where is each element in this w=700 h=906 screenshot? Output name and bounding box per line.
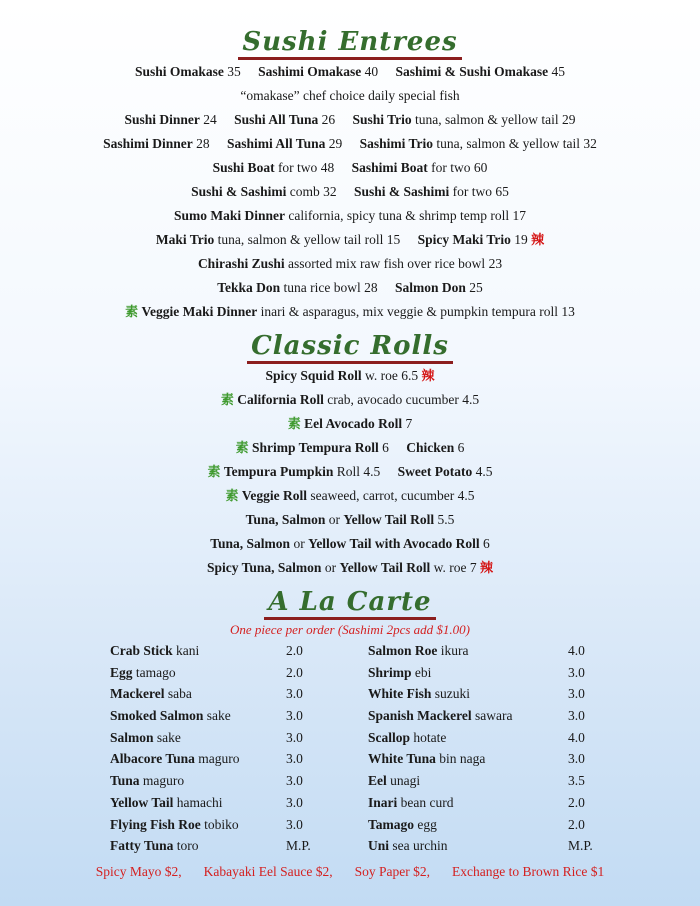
list-item: Spanish Mackerel sawara 3.0 (368, 708, 585, 724)
extras-footer (0, 860, 700, 884)
item-name: Sushi Dinner (124, 112, 200, 127)
item-price: 35 (227, 64, 241, 79)
item-desc: california, spicy tuna & shrimp temp roll (288, 208, 510, 223)
a-la-carte-left-column (110, 640, 410, 857)
item-desc: tuna, salmon & yellow tail (436, 136, 580, 151)
item-name: Sweet Potato (397, 464, 473, 479)
item-price: 4.5 (363, 464, 381, 479)
item-name: Sushi Boat (212, 160, 275, 175)
item-price: 4.5 (457, 488, 475, 503)
item-price: 4.5 (475, 464, 493, 479)
item-price: 13 (561, 304, 575, 319)
item-name: Tuna, Salmon (245, 512, 326, 527)
tsy-roll-line (0, 508, 700, 532)
item-price: 45 (551, 64, 566, 79)
item-name: Spicy Tuna, Salmon (207, 560, 322, 575)
eel-avocado-line (0, 412, 700, 436)
item-desc: tuna, salmon & yellow tail (415, 112, 559, 127)
item-price: 60 (473, 160, 488, 175)
list-item: White Tuna bin naga 3.0 (368, 751, 585, 767)
a-la-carte-grid (0, 640, 700, 860)
a-la-carte-heading: A La Carte (0, 584, 700, 620)
item-price: 7 (405, 416, 413, 431)
list-item: Albacore Tuna maguro 3.0 (110, 751, 303, 767)
item-name: Sashimi All Tuna (227, 136, 326, 151)
item-price: 28 (196, 136, 210, 151)
list-item: Tamago egg 2.0 (368, 816, 585, 832)
item-price: 65 (495, 184, 509, 199)
item-name: Chicken (406, 440, 455, 455)
veggie-icon: 素 (125, 305, 139, 320)
extra-item: Spicy Mayo $2, (95, 864, 182, 879)
california-line (0, 388, 700, 412)
sushi-entrees-heading: Sushi Entrees (0, 24, 700, 60)
item-name: Yellow Tail Roll (339, 560, 431, 575)
item-price: 40 (364, 64, 379, 79)
veggie-roll-line (0, 484, 700, 508)
item-name: Sashimi Boat (351, 160, 428, 175)
list-item: Flying Fish Roe tobiko 3.0 (110, 816, 303, 832)
item-name: Salmon Don (394, 280, 466, 295)
item-or: or (293, 536, 305, 551)
item-name: Spicy Squid Roll (265, 368, 362, 383)
item-price: 6 (482, 536, 490, 551)
item-desc: tuna, salmon & yellow tail roll (217, 232, 384, 247)
item-name: Tempura Pumpkin (223, 464, 334, 479)
item-desc: assorted mix raw fish over rice bowl (287, 256, 486, 271)
extra-item: Exchange to Brown Rice $1 (451, 864, 605, 879)
item-price: 19 (514, 232, 528, 247)
item-desc: for two (277, 160, 318, 175)
item-price: 32 (583, 136, 597, 151)
item-price: 29 (328, 136, 343, 151)
item-price: 25 (469, 280, 483, 295)
veggie-icon: 素 (225, 489, 239, 504)
item-name: Eel Avocado Roll (304, 416, 403, 431)
chirashi-line (0, 252, 700, 276)
extra-item: Soy Paper $2, (354, 864, 430, 879)
item-price: 6 (382, 440, 389, 455)
shrimp-tempura-line (0, 436, 700, 460)
list-item: Yellow Tail hamachi 3.0 (110, 794, 303, 810)
item-name: Veggie Roll (241, 488, 307, 503)
item-name: Sushi All Tuna (234, 112, 319, 127)
item-price: 17 (512, 208, 527, 223)
item-name: Sashimi Trio (359, 136, 433, 151)
item-or: or (324, 560, 337, 575)
list-item: White Fish suzuki 3.0 (368, 686, 585, 702)
item-price: 7 (469, 560, 477, 575)
list-item: Crab Stick kani 2.0 (110, 643, 303, 658)
sumo-maki-line (0, 204, 700, 228)
omakase-line (0, 60, 700, 84)
item-desc: for two (431, 160, 471, 175)
item-name: Tuna, Salmon (210, 536, 291, 551)
item-price: 4.5 (462, 392, 480, 407)
item-name: Sushi & Sashimi (191, 184, 287, 199)
item-name: Shrimp Tempura Roll (251, 440, 379, 455)
item-price: 48 (320, 160, 335, 175)
item-price: 24 (203, 112, 217, 127)
list-item: Scallop hotate 4.0 (368, 729, 585, 745)
item-desc: Roll (336, 464, 360, 479)
a-la-carte-note: One piece per order (Sashimi 2pcs add $1.00) (230, 622, 470, 637)
item-name: Veggie Maki Dinner (141, 304, 258, 319)
item-name: Maki Trio (155, 232, 215, 247)
list-item: Mackerel saba 3.0 (110, 686, 303, 702)
item-name: Sushi Trio (352, 112, 412, 127)
item-price: 29 (562, 112, 576, 127)
item-desc: comb (289, 184, 320, 199)
list-item: Tuna maguro 3.0 (110, 773, 303, 789)
item-desc: w. roe (364, 368, 398, 383)
omakase-note: “omakase” chef choice daily special fish (240, 88, 460, 103)
sushi-sashimi-line (0, 180, 700, 204)
item-price: 6.5 (401, 368, 419, 383)
item-name: Sushi Omakase (134, 64, 224, 79)
tsy-avocado-line (0, 532, 700, 556)
item-price: 15 (386, 232, 401, 247)
item-name: California Roll (237, 392, 324, 407)
list-item: Fatty Tuna toro M.P. (110, 838, 311, 854)
list-item: Salmon sake 3.0 (110, 729, 303, 745)
list-item: Eel unagi 3.5 (368, 773, 585, 789)
item-price: 5.5 (437, 512, 455, 527)
item-name: Tekka Don (217, 280, 281, 295)
item-price: 28 (364, 280, 378, 295)
item-name: Sashimi Omakase (258, 64, 362, 79)
item-name: Spicy Maki Trio (417, 232, 511, 247)
spicy-icon: 辣 (531, 233, 545, 248)
spicy-icon: 辣 (479, 561, 493, 576)
item-name: Yellow Tail with Avocado Roll (308, 536, 480, 551)
list-item: Salmon Roe ikura 4.0 (368, 643, 585, 658)
veggie-icon: 素 (287, 417, 301, 432)
don-line (0, 276, 700, 300)
item-desc: seaweed, carrot, cucumber (310, 488, 455, 503)
item-desc: for two (452, 184, 493, 199)
veggie-icon: 素 (207, 465, 221, 480)
item-price: 23 (488, 256, 503, 271)
veggie-icon: 素 (235, 441, 249, 456)
item-desc: w. roe (433, 560, 467, 575)
item-name: Sumo Maki Dinner (173, 208, 285, 223)
list-item: Uni sea urchin M.P. (368, 838, 593, 854)
list-item: Smoked Salmon sake 3.0 (110, 708, 303, 724)
boat-line (0, 156, 700, 180)
item-desc: crab, avocado cucumber (327, 392, 459, 407)
item-desc: tuna rice bowl (283, 280, 361, 295)
item-name: Sashimi & Sushi Omakase (395, 64, 549, 79)
spicy-icon: 辣 (421, 369, 435, 384)
item-desc: inari & asparagus, mix veggie & pumpkin tempura roll (260, 304, 558, 319)
item-price: 32 (323, 184, 337, 199)
list-item: Egg tamago 2.0 (110, 664, 303, 680)
classic-rolls-heading: Classic Rolls (0, 328, 700, 364)
item-price: 6 (457, 440, 465, 455)
item-price: 26 (321, 112, 336, 127)
maki-trio-line (0, 228, 700, 252)
list-item: Shrimp ebi 3.0 (368, 664, 585, 680)
item-or: or (328, 512, 340, 527)
item-name: Yellow Tail Roll (343, 512, 435, 527)
veggie-maki-line (0, 300, 700, 324)
spicy-tsy-line (0, 556, 700, 580)
tempura-pumpkin-line (0, 460, 700, 484)
veggie-icon: 素 (220, 393, 234, 408)
sashimi-dinner-line (0, 132, 700, 156)
extra-item: Kabayaki Eel Sauce $2, (203, 864, 333, 879)
a-la-carte-right-column (368, 640, 668, 857)
item-name: Chirashi Zushi (197, 256, 285, 271)
item-name: Sushi & Sashimi (354, 184, 450, 199)
list-item: Inari bean curd 2.0 (368, 794, 585, 810)
spicy-squid-line (0, 364, 700, 388)
sushi-dinner-line (0, 108, 700, 132)
item-name: Sashimi Dinner (103, 136, 193, 151)
